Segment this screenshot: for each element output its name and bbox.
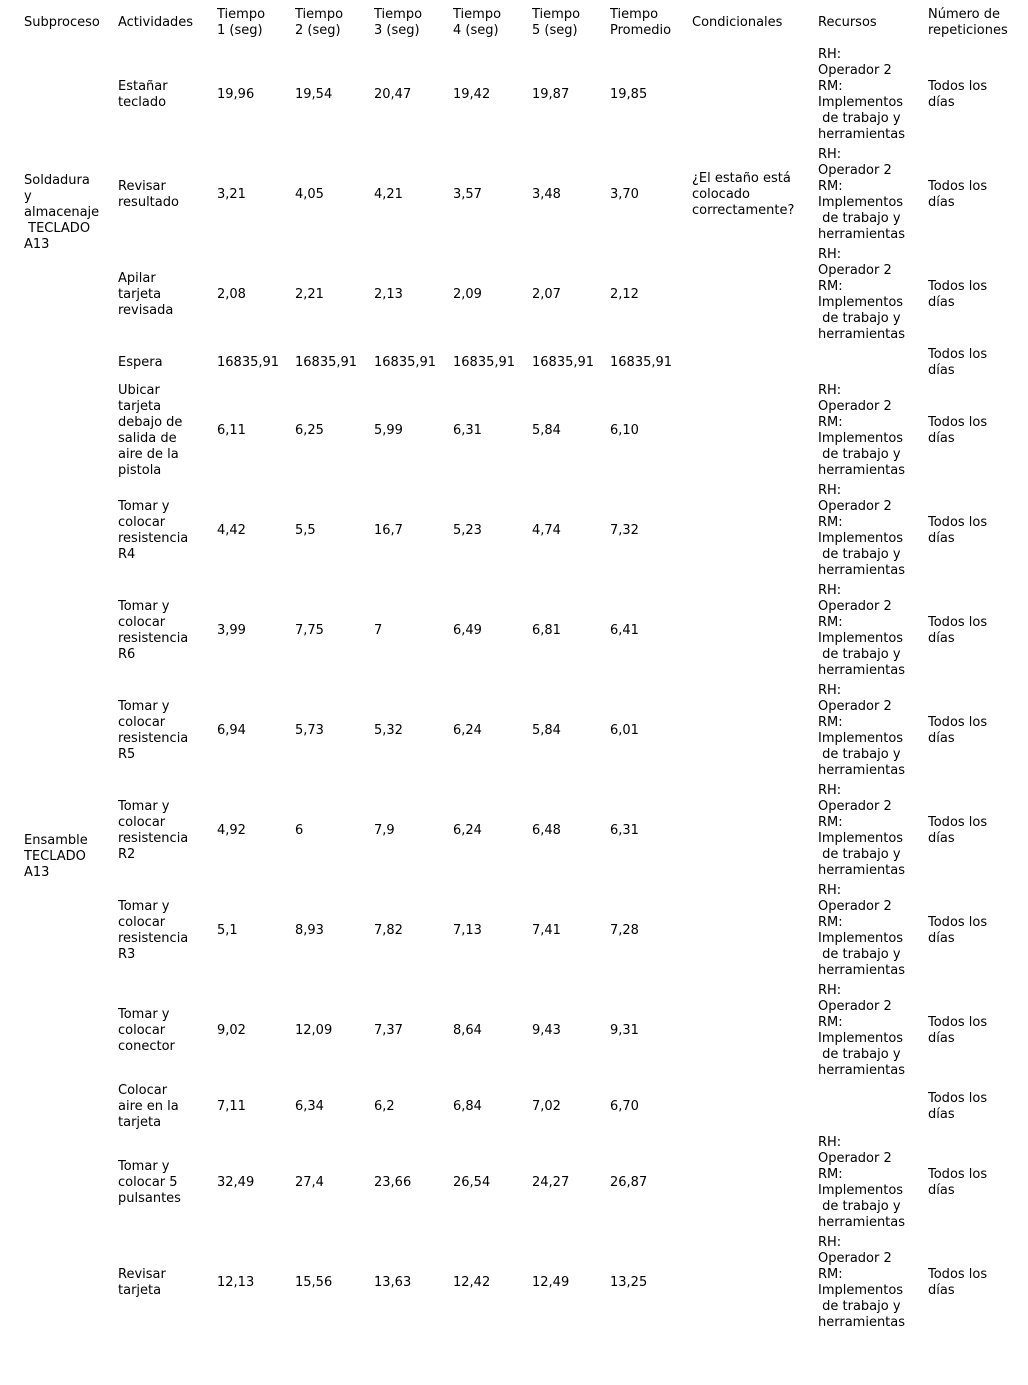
cell-condicional xyxy=(692,381,818,481)
cell-condicional xyxy=(692,1081,818,1133)
cell-tiempo-4: 26,54 xyxy=(453,1175,491,1190)
cell-tiempo-5: 5,84 xyxy=(532,723,561,738)
cell-recursos: RH: Operador 2 RM: Implementos de trabajo y herramientas xyxy=(818,883,906,978)
cell-tiempo-3: 16,7 xyxy=(374,523,403,538)
table-row xyxy=(24,1133,1028,1233)
cell-tiempo-5: 3,48 xyxy=(532,187,561,202)
col-header-subproceso: Subproceso xyxy=(24,15,100,30)
cell-tiempo-1: 12,13 xyxy=(217,1275,255,1290)
table-row xyxy=(24,1081,1028,1133)
col-header-tiempo-5: Tiempo 5 (seg) xyxy=(532,7,581,38)
cell-actividad: Estañar teclado xyxy=(118,79,168,110)
cell-tiempo-promedio: 16835,91 xyxy=(610,355,673,370)
cell-recursos xyxy=(818,345,928,381)
col-header-numero-repeticiones: Número de repeticiones xyxy=(928,7,1008,38)
cell-tiempo-5: 6,48 xyxy=(532,823,561,838)
cell-tiempo-4: 7,13 xyxy=(453,923,482,938)
cell-tiempo-4: 6,24 xyxy=(453,723,482,738)
cell-tiempo-1: 4,42 xyxy=(217,523,246,538)
cell-tiempo-3: 13,63 xyxy=(374,1275,412,1290)
cell-tiempo-5: 4,74 xyxy=(532,523,561,538)
cell-tiempo-4: 5,23 xyxy=(453,523,482,538)
cell-tiempo-5: 7,02 xyxy=(532,1099,561,1114)
col-header-tiempo-1: Tiempo 1 (seg) xyxy=(217,7,266,38)
cell-tiempo-promedio: 6,70 xyxy=(610,1099,639,1114)
cell-tiempo-4: 6,49 xyxy=(453,623,482,638)
cell-actividad: Ubicar tarjeta debajo de salida de aire de la pistola xyxy=(118,383,183,478)
cell-repeticiones: Todos los días xyxy=(928,415,988,446)
cell-tiempo-2: 5,73 xyxy=(295,723,324,738)
col-header-recursos: Recursos xyxy=(818,15,877,30)
cell-actividad: Tomar y colocar resistencia R5 xyxy=(118,699,189,762)
cell-tiempo-1: 3,99 xyxy=(217,623,246,638)
cell-actividad: Apilar tarjeta revisada xyxy=(118,271,174,318)
cell-tiempo-5: 7,41 xyxy=(532,923,561,938)
cell-tiempo-4: 6,84 xyxy=(453,1099,482,1114)
cell-recursos: RH: Operador 2 RM: Implementos de trabajo y herramientas xyxy=(818,383,906,478)
table-row xyxy=(24,981,1028,1081)
cell-tiempo-promedio: 3,70 xyxy=(610,187,639,202)
cell-condicional xyxy=(692,481,818,581)
cell-tiempo-promedio: 6,31 xyxy=(610,823,639,838)
cell-condicional xyxy=(692,1233,818,1333)
cell-tiempo-3: 7 xyxy=(374,623,383,638)
cell-repeticiones: Todos los días xyxy=(928,279,988,310)
cell-tiempo-2: 27,4 xyxy=(295,1175,324,1190)
table-row xyxy=(24,581,1028,681)
cell-condicional xyxy=(692,345,818,381)
cell-actividad: Revisar resultado xyxy=(118,179,179,210)
cell-tiempo-1: 6,94 xyxy=(217,723,246,738)
cell-actividad: Tomar y colocar resistencia R2 xyxy=(118,799,189,862)
cell-tiempo-promedio: 13,25 xyxy=(610,1275,648,1290)
table-row xyxy=(24,381,1028,481)
cell-condicional xyxy=(692,881,818,981)
cell-tiempo-4: 2,09 xyxy=(453,287,482,302)
table-row xyxy=(24,781,1028,881)
cell-tiempo-2: 12,09 xyxy=(295,1023,333,1038)
cell-recursos: RH: Operador 2 RM: Implementos de trabajo y herramientas xyxy=(818,583,906,678)
cell-tiempo-2: 2,21 xyxy=(295,287,324,302)
cell-tiempo-4: 6,24 xyxy=(453,823,482,838)
cell-repeticiones: Todos los días xyxy=(928,815,988,846)
cell-tiempo-4: 19,42 xyxy=(453,87,491,102)
cell-recursos: RH: Operador 2 RM: Implementos de trabajo y herramientas xyxy=(818,47,906,142)
cell-tiempo-5: 5,84 xyxy=(532,423,561,438)
cell-tiempo-1: 16835,91 xyxy=(217,355,280,370)
cell-condicional xyxy=(692,581,818,681)
cell-repeticiones: Todos los días xyxy=(928,79,988,110)
cell-condicional xyxy=(692,45,818,145)
cell-tiempo-3: 5,32 xyxy=(374,723,403,738)
col-header-tiempo-3: Tiempo 3 (seg) xyxy=(374,7,423,38)
cell-tiempo-3: 20,47 xyxy=(374,87,412,102)
cell-repeticiones: Todos los días xyxy=(928,715,988,746)
cell-recursos: RH: Operador 2 RM: Implementos de trabajo y herramientas xyxy=(818,783,906,878)
cell-actividad: Tomar y colocar conector xyxy=(118,1007,175,1054)
cell-actividad: Revisar tarjeta xyxy=(118,1267,166,1298)
col-header-tiempo-promedio: Tiempo Promedio xyxy=(610,7,672,38)
table-header xyxy=(24,5,1028,45)
cell-tiempo-promedio: 2,12 xyxy=(610,287,639,302)
col-header-condicionales: Condicionales xyxy=(692,15,783,30)
cell-tiempo-3: 2,13 xyxy=(374,287,403,302)
cell-tiempo-2: 5,5 xyxy=(295,523,316,538)
cell-tiempo-2: 8,93 xyxy=(295,923,324,938)
cell-tiempo-2: 7,75 xyxy=(295,623,324,638)
cell-actividad: Tomar y colocar resistencia R3 xyxy=(118,899,189,962)
cell-tiempo-5: 9,43 xyxy=(532,1023,561,1038)
cell-recursos: RH: Operador 2 RM: Implementos de trabajo y herramientas xyxy=(818,483,906,578)
cell-tiempo-1: 4,92 xyxy=(217,823,246,838)
cell-tiempo-2: 4,05 xyxy=(295,187,324,202)
header-row xyxy=(24,5,1028,45)
cell-tiempo-1: 32,49 xyxy=(217,1175,255,1190)
cell-tiempo-4: 12,42 xyxy=(453,1275,491,1290)
cell-tiempo-3: 4,21 xyxy=(374,187,403,202)
table-row xyxy=(24,245,1028,345)
cell-tiempo-3: 5,99 xyxy=(374,423,403,438)
cell-condicional xyxy=(692,781,818,881)
cell-subproceso: Soldadura y almacenaje TECLADO A13 xyxy=(24,173,100,252)
cell-tiempo-3: 7,9 xyxy=(374,823,395,838)
cell-repeticiones: Todos los días xyxy=(928,1167,988,1198)
table-row xyxy=(24,481,1028,581)
cell-recursos: RH: Operador 2 RM: Implementos de trabajo y herramientas xyxy=(818,1235,906,1330)
cell-tiempo-3: 23,66 xyxy=(374,1175,412,1190)
cell-tiempo-1: 6,11 xyxy=(217,423,246,438)
cell-tiempo-2: 19,54 xyxy=(295,87,333,102)
col-header-actividades: Actividades xyxy=(118,15,194,30)
cell-tiempo-1: 3,21 xyxy=(217,187,246,202)
cell-subproceso: Ensamble TECLADO A13 xyxy=(24,833,88,880)
cell-recursos: RH: Operador 2 RM: Implementos de trabajo y herramientas xyxy=(818,683,906,778)
table-row xyxy=(24,881,1028,981)
cell-tiempo-1: 5,1 xyxy=(217,923,238,938)
cell-tiempo-5: 6,81 xyxy=(532,623,561,638)
cell-tiempo-5: 19,87 xyxy=(532,87,570,102)
cell-condicional xyxy=(692,981,818,1081)
cell-tiempo-1: 2,08 xyxy=(217,287,246,302)
cell-condicional xyxy=(692,681,818,781)
cell-tiempo-2: 6 xyxy=(295,823,304,838)
table-row xyxy=(24,145,1028,245)
cell-tiempo-promedio: 7,32 xyxy=(610,523,639,538)
cell-tiempo-3: 6,2 xyxy=(374,1099,395,1114)
cell-tiempo-1: 7,11 xyxy=(217,1099,246,1114)
cell-tiempo-1: 19,96 xyxy=(217,87,255,102)
cell-repeticiones: Todos los días xyxy=(928,915,988,946)
cell-tiempo-3: 7,37 xyxy=(374,1023,403,1038)
table-row xyxy=(24,681,1028,781)
cell-tiempo-2: 16835,91 xyxy=(295,355,358,370)
cell-actividad: Tomar y colocar resistencia R4 xyxy=(118,499,189,562)
cell-tiempo-promedio: 6,10 xyxy=(610,423,639,438)
cell-tiempo-2: 15,56 xyxy=(295,1275,333,1290)
cell-tiempo-promedio: 6,01 xyxy=(610,723,639,738)
cell-repeticiones: Todos los días xyxy=(928,615,988,646)
cell-repeticiones: Todos los días xyxy=(928,1267,988,1298)
cell-recursos xyxy=(818,1081,928,1133)
cell-tiempo-3: 16835,91 xyxy=(374,355,437,370)
cell-repeticiones: Todos los días xyxy=(928,347,988,378)
cell-recursos: RH: Operador 2 RM: Implementos de trabajo y herramientas xyxy=(818,983,906,1078)
table-row xyxy=(24,45,1028,145)
cell-tiempo-4: 16835,91 xyxy=(453,355,516,370)
cell-tiempo-2: 6,34 xyxy=(295,1099,324,1114)
cell-repeticiones: Todos los días xyxy=(928,515,988,546)
cell-tiempo-promedio: 7,28 xyxy=(610,923,639,938)
cell-actividad: Espera xyxy=(118,355,163,370)
col-header-tiempo-2: Tiempo 2 (seg) xyxy=(295,7,344,38)
col-header-tiempo-4: Tiempo 4 (seg) xyxy=(453,7,502,38)
cell-tiempo-1: 9,02 xyxy=(217,1023,246,1038)
cell-tiempo-promedio: 19,85 xyxy=(610,87,648,102)
cell-actividad: Tomar y colocar 5 pulsantes xyxy=(118,1159,181,1206)
cell-tiempo-4: 3,57 xyxy=(453,187,482,202)
cell-tiempo-3: 7,82 xyxy=(374,923,403,938)
cell-tiempo-promedio: 9,31 xyxy=(610,1023,639,1038)
cell-tiempo-5: 24,27 xyxy=(532,1175,570,1190)
cell-condicional: ¿El estaño está colocado correctamente? xyxy=(692,171,795,218)
table-row xyxy=(24,345,1028,381)
table-body xyxy=(24,45,1028,1333)
cell-recursos: RH: Operador 2 RM: Implementos de trabajo y herramientas xyxy=(818,247,906,342)
cell-tiempo-5: 16835,91 xyxy=(532,355,595,370)
cell-recursos: RH: Operador 2 RM: Implementos de trabajo y herramientas xyxy=(818,1135,906,1230)
cell-repeticiones: Todos los días xyxy=(928,1091,988,1122)
cell-repeticiones: Todos los días xyxy=(928,1015,988,1046)
cell-tiempo-4: 8,64 xyxy=(453,1023,482,1038)
cell-recursos: RH: Operador 2 RM: Implementos de trabajo y herramientas xyxy=(818,147,906,242)
cell-tiempo-5: 2,07 xyxy=(532,287,561,302)
cell-tiempo-promedio: 6,41 xyxy=(610,623,639,638)
cell-tiempo-5: 12,49 xyxy=(532,1275,570,1290)
cell-tiempo-promedio: 26,87 xyxy=(610,1175,648,1190)
cell-condicional xyxy=(692,245,818,345)
cell-actividad: Colocar aire en la tarjeta xyxy=(118,1083,179,1130)
cell-tiempo-4: 6,31 xyxy=(453,423,482,438)
cell-repeticiones: Todos los días xyxy=(928,179,988,210)
cell-tiempo-2: 6,25 xyxy=(295,423,324,438)
cell-actividad: Tomar y colocar resistencia R6 xyxy=(118,599,189,662)
time-study-table xyxy=(24,5,1028,1333)
table-row xyxy=(24,1233,1028,1333)
cell-condicional xyxy=(692,1133,818,1233)
